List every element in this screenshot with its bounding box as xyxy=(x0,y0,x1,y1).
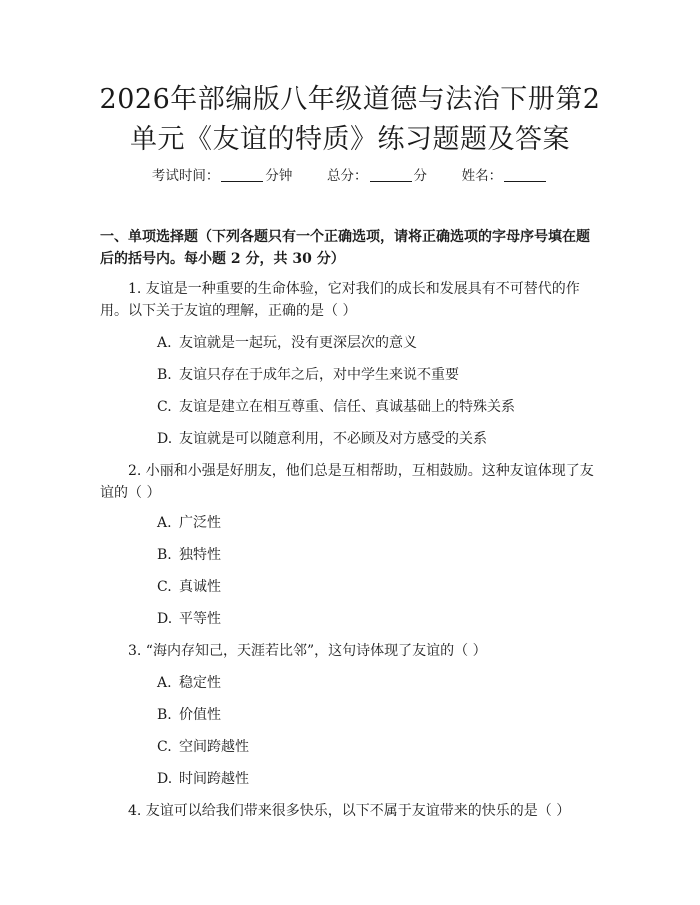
question-2-option-a xyxy=(157,512,600,534)
option-letter: B. xyxy=(157,547,172,563)
total-score-blank xyxy=(370,167,412,182)
question-1-option-b xyxy=(157,364,600,386)
page-title: 2026年部编版八年级道德与法治下册第2单元《友谊的特质》练习题题及答案 xyxy=(99,84,601,155)
question-3-option-b xyxy=(157,704,600,726)
exam-info-line xyxy=(0,166,700,186)
option-letter: A. xyxy=(157,675,172,691)
exam-time-unit: 分钟 xyxy=(265,168,293,184)
option-letter: D. xyxy=(157,431,173,447)
question-1-option-c xyxy=(157,396,600,418)
option-text: 友谊是建立在相互尊重、信任、真诚基础上的特殊关系 xyxy=(179,399,515,415)
option-letter: B. xyxy=(157,707,172,723)
option-letter: D. xyxy=(157,771,173,787)
name-label: 姓名： xyxy=(461,168,503,184)
option-letter: B. xyxy=(157,367,172,383)
option-letter: A. xyxy=(157,335,172,351)
question-2-option-b xyxy=(157,544,600,566)
option-text: 稳定性 xyxy=(179,675,221,691)
option-text: 友谊就是可以随意利用，不必顾及对方感受的关系 xyxy=(179,431,487,447)
question-3-option-a xyxy=(157,672,600,694)
question-4: 4. 友谊可以给我们带来很多快乐，以下不属于友谊带来的快乐的是（ ） xyxy=(128,803,571,819)
option-letter: C. xyxy=(157,579,172,595)
question-3-option-c xyxy=(157,736,600,758)
name-blank xyxy=(504,167,546,182)
option-letter: C. xyxy=(157,739,172,755)
option-text: 空间跨越性 xyxy=(179,739,249,755)
section-heading: 一、单项选择题（下列各题只有一个正确选项，请将正确选项的字母序号填在题后的括号内。每小题 2 分，共 30 分） xyxy=(100,229,590,267)
option-text: 独特性 xyxy=(179,547,221,563)
question-2-option-c xyxy=(157,576,600,598)
exam-time-blank xyxy=(221,167,263,182)
total-score-unit: 分 xyxy=(413,168,427,184)
question-3-option-d xyxy=(157,768,600,790)
question-2-option-d xyxy=(157,608,600,630)
option-letter: D. xyxy=(157,611,173,627)
total-score-label: 总分： xyxy=(327,168,368,184)
exam-time-label: 考试时间： xyxy=(151,168,220,184)
question-1: 1. 友谊是一种重要的生命体验，它对我们的成长和发展具有不可替代的作用。以下关于友谊的理解，正确的是（ ） xyxy=(100,281,580,319)
option-text: 友谊就是一起玩，没有更深层次的意义 xyxy=(179,335,417,351)
question-3: 3. “海内存知己，天涯若比邻”，这句诗体现了友谊的（ ） xyxy=(128,643,487,659)
option-letter: A. xyxy=(157,515,172,531)
question-2: 2. 小丽和小强是好朋友，他们总是互相帮助，互相鼓励。这种友谊体现了友谊的（ ） xyxy=(100,463,594,501)
question-1-option-d xyxy=(157,428,600,450)
question-1-option-a xyxy=(157,332,600,354)
option-text: 价值性 xyxy=(179,707,221,723)
option-text: 真诚性 xyxy=(179,579,221,595)
option-text: 广泛性 xyxy=(179,515,221,531)
option-letter: C. xyxy=(157,399,172,415)
option-text: 平等性 xyxy=(179,611,221,627)
option-text: 友谊只存在于成年之后，对中学生来说不重要 xyxy=(179,367,459,383)
option-text: 时间跨越性 xyxy=(179,771,249,787)
